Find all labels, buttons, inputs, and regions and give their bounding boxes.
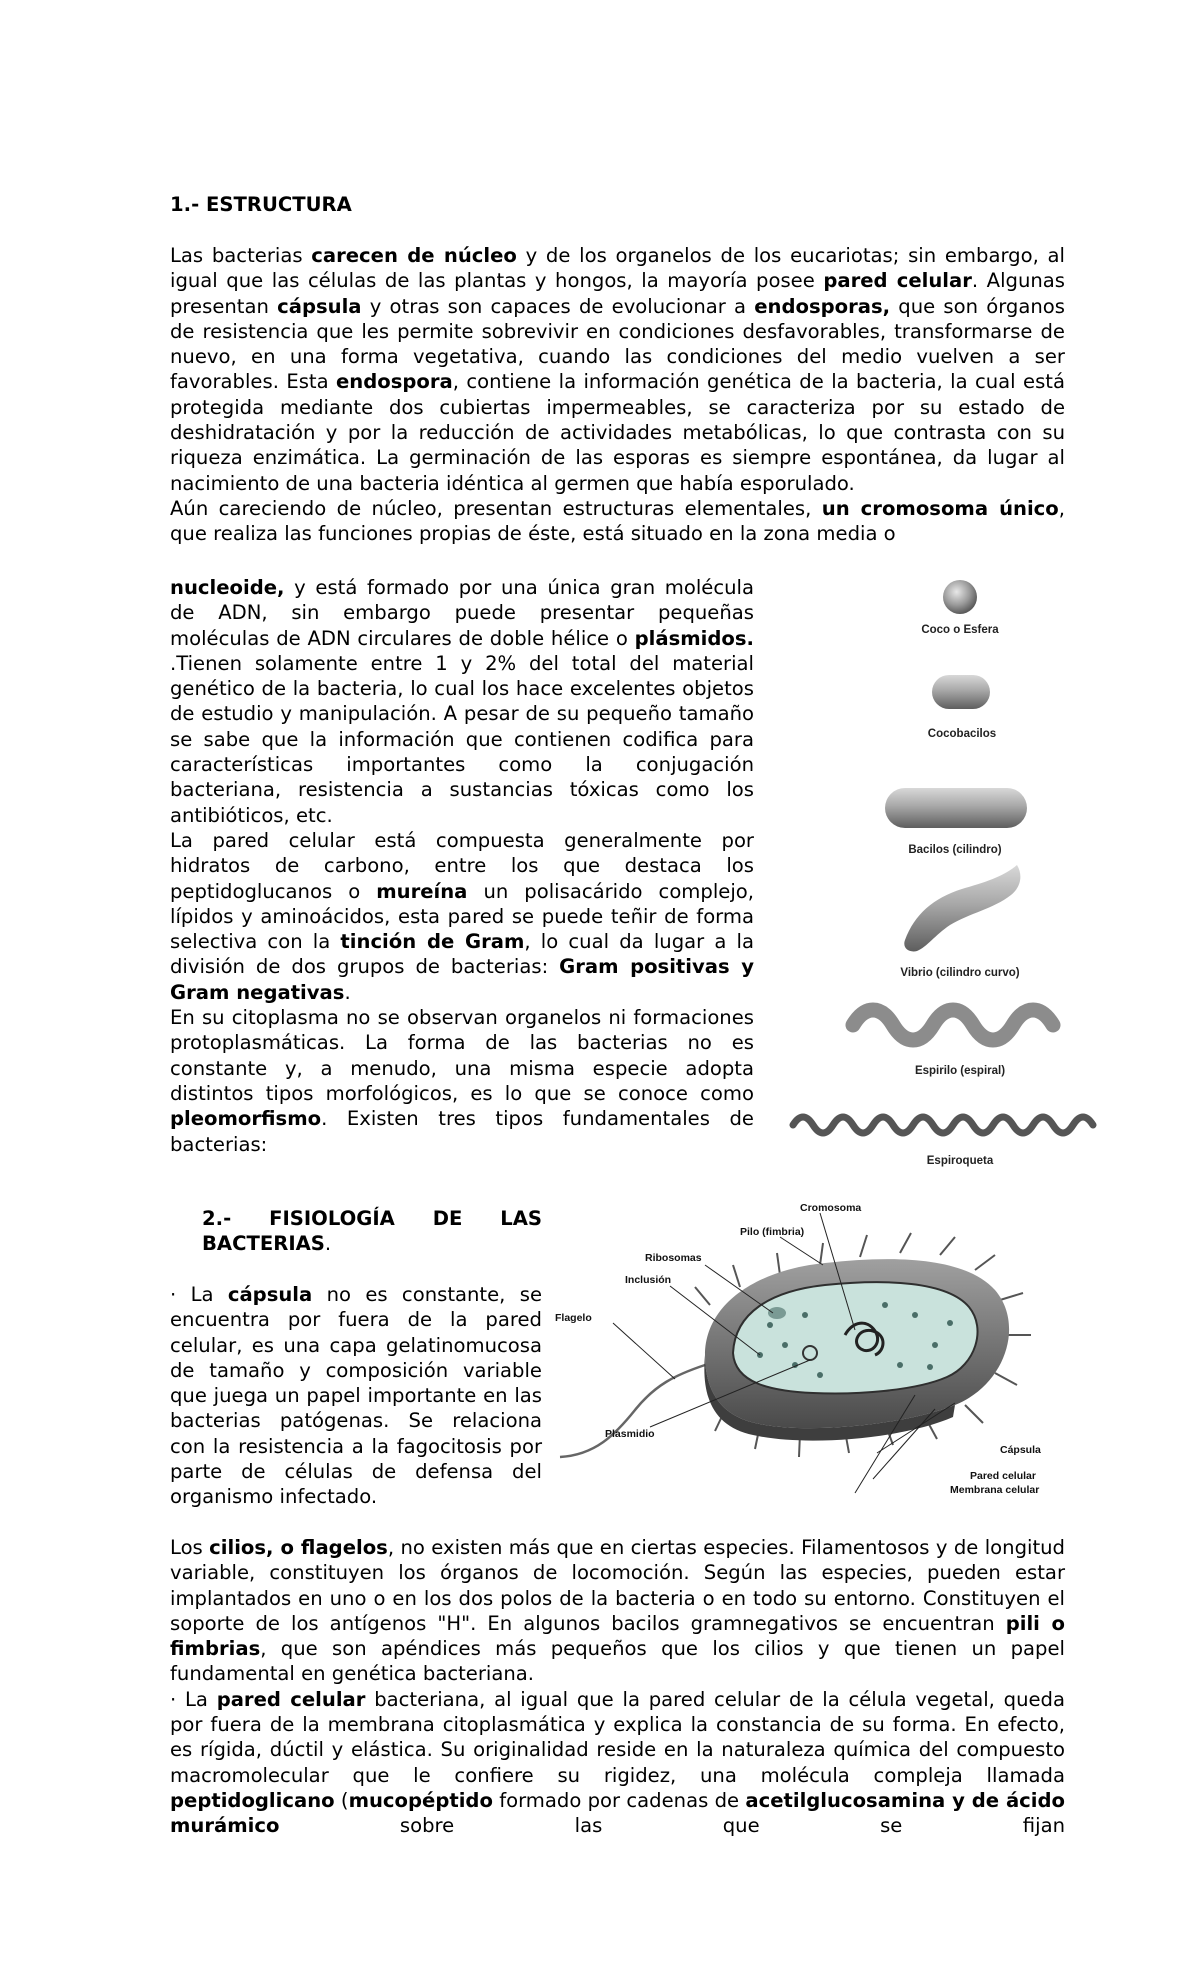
section-2-heading: 2.- FISIOLOGÍA DE LAS BACTERIAS. bbox=[202, 1207, 542, 1256]
flagellum bbox=[560, 1365, 705, 1457]
shape-label-vibrio: Vibrio (cilindro curvo) bbox=[900, 967, 1020, 979]
paragraph-cell-wall-detail: · La pared celular bacteriana, al igual que la pared celular de la célula vegetal, queda por fuera de la membrana citoplasmática y explica la constancia de su forma. En efecto, es rígida, dúctil y elástica. Su originalidad reside en la naturaleza química del compuesto macromolecular que le confiere su rigidez, una molécula compleja llamada peptidoglicano (mucopéptido formado por cadenas de acetilglucosamina y de ácido murámico sobre las que se fijan bbox=[170, 1687, 1066, 1838]
shape-label-spirochete: Espiroqueta bbox=[926, 1155, 994, 1167]
paragraph-bacteria-structure: Las bacterias carecen de núcleo y de los organelos de los eucariotas; sin embargo, al igual que las células de las plantas y hongos, la mayoría posee pared celular. Algunas presentan cápsula y otras son capaces de evolucionar a endosporas, que son órganos de resistencia que les permite sobrevivir en condiciones desfavorables, transformarse de nuevo, en una forma vegetativa, cuando las condiciones del medio vuelven a ser favorables. Esta endospora, contiene la información genética de la bacteria, la cual está protegida mediante dos cubiertas impermeables, se caracteriza por su estado de deshidratación y por la reducción de actividades metabólicas, lo que contrasta con su riqueza enzimática. La germinación de las esporas es siempre espontánea, da lugar al nacimiento de una bacteria idéntica al germen que había esporulado. bbox=[170, 244, 1066, 495]
vibrio-shape bbox=[904, 865, 1020, 951]
bacteria-shapes-figure bbox=[785, 575, 1115, 1175]
section-2-heading-block bbox=[170, 1206, 542, 1257]
cell-label-cell-wall: Pared celular bbox=[970, 1470, 1036, 1482]
bacterial-cell-diagram bbox=[555, 1195, 1075, 1515]
shape-label-coccobacillus: Cocobacilos bbox=[927, 728, 997, 740]
section-1-narrow-column bbox=[170, 575, 754, 1157]
cell-label-cell-membrane: Membrana celular bbox=[950, 1484, 1040, 1496]
section-1-intro bbox=[170, 243, 1065, 547]
section-1-heading: 1.- ESTRUCTURA bbox=[170, 193, 352, 216]
cell-label-ribosomes: Ribosomas bbox=[645, 1252, 702, 1264]
bacillus-shape bbox=[885, 788, 1027, 828]
cell-label-capsule: Cápsula bbox=[1000, 1444, 1041, 1456]
cell-label-flagellum: Flagelo bbox=[555, 1312, 592, 1324]
section-2-body bbox=[170, 1535, 1065, 1839]
shape-label-spirillum: Espirilo (espiral) bbox=[914, 1065, 1006, 1077]
paragraph-nucleoid: nucleoide, y está formado por una única gran molécula de ADN, sin embargo puede presentar pequeñas moléculas de ADN circulares de doble hélice o plásmidos. .Tienen solamente entre 1 y 2% del total del material genético de la bacteria, lo cual los hace excelentes objetos de estudio y manipulación. A pesar de su pequeño tamaño se sabe que la información que contienen codifica para características importantes como la conjugación bacteriana, resistencia a sustancias tóxicas como los antibióticos, etc. bbox=[170, 576, 754, 827]
section-2-narrow-column bbox=[170, 1282, 542, 1510]
coccobacillus-shape bbox=[932, 675, 990, 709]
spirochete-shape bbox=[793, 1117, 1093, 1133]
paragraph-pleomorphism: En su citoplasma no se observan organelos ni formaciones protoplasmáticas. La forma de las bacterias no es constante y, a menudo, una misma especie adopta distintos tipos morfológicos, es lo que se conoce como pleomorfismo. Existen tres tipos fundamentales de bacterias: bbox=[170, 1006, 754, 1156]
cell-label-inclusion: Inclusión bbox=[625, 1274, 672, 1286]
cell-label-plasmid: Plasmidio bbox=[605, 1428, 655, 1440]
paragraph-cell-wall: La pared celular está compuesta generalmente por hidratos de carbono, entre los que destaca los peptidoglucanos o mureína un polisacárido complejo, lípidos y aminoácidos, esta pared se puede teñir de forma selectiva con la tinción de Gram, lo cual da lugar a la división de dos grupos de bacterias: Gram positivas y Gram negativas. bbox=[170, 828, 754, 1004]
cell-label-chromosome: Cromosoma bbox=[800, 1202, 862, 1214]
paragraph-capsule: · La cápsula no es constante, se encuentra por fuera de la pared celular, es una capa gelatinomucosa de tamaño y composición variable que juega un papel importante en las bacterias patógenas. Se relaciona con la resistencia a la fagocitosis por parte de células de defensa del organismo infectado. bbox=[170, 1283, 542, 1509]
coccus-shape bbox=[943, 580, 977, 614]
inclusion-body bbox=[768, 1307, 786, 1319]
shape-label-coccus: Coco o Esfera bbox=[921, 624, 999, 636]
cell-label-pilus: Pilo (fimbria) bbox=[740, 1226, 805, 1238]
spirillum-shape bbox=[853, 1010, 1053, 1040]
shape-label-bacillus: Bacilos (cilindro) bbox=[908, 844, 1002, 856]
paragraph-flagella: Los cilios, o flagelos, no existen más que en ciertas especies. Filamentosos y de longitud variable, constituyen los órganos de locomoción. Según las especies, pueden estar implantados en uno o en los dos polos de la bacteria o en todo su entorno. Constituyen el soporte de los antígenos "H". En algunos bacilos gramnegativos se encuentran pili o fimbrias, que son apéndices más pequeños que los cilios y que tienen un papel fundamental en genética bacteriana. bbox=[170, 1536, 1065, 1686]
paragraph-chromosome: Aún careciendo de núcleo, presentan estructuras elementales, un cromosoma único, que realiza las funciones propias de éste, está situado en la zona media o bbox=[170, 496, 1065, 546]
